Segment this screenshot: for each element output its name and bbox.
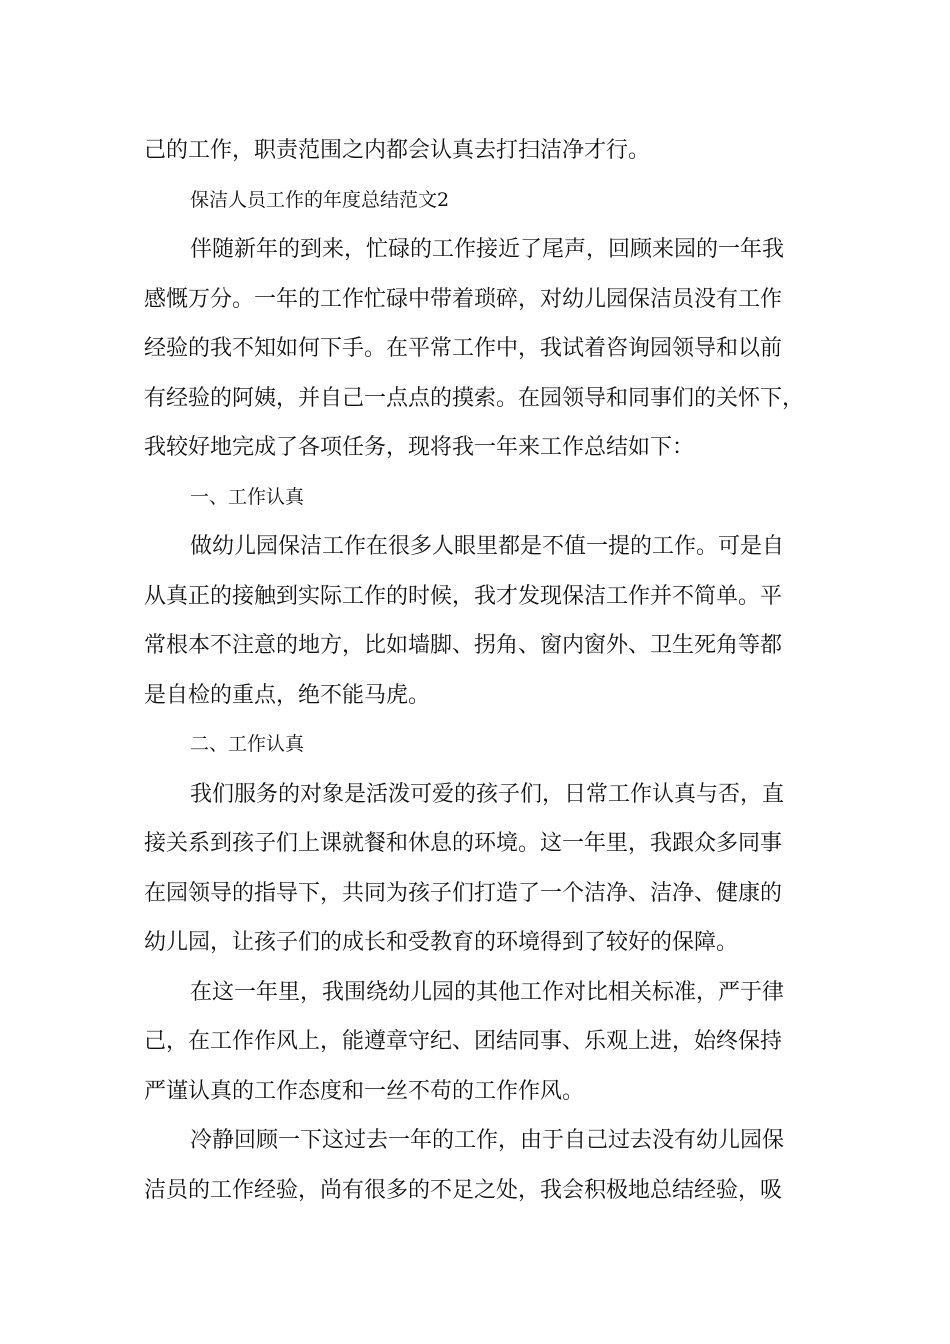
paragraph-line: 在这一年里，我围绕幼儿园的其他工作对比相关标准，严于律 [190,979,785,1005]
document-body [144,126,808,1215]
paragraph-line: 洁员的工作经验，尚有很多的不足之处，我会积极地总结经验，吸 [144,1177,783,1203]
paragraph-line: 严谨认真的工作态度和一丝不苟的工作作风。 [144,1078,585,1104]
paragraph-line: 我较好地完成了各项任务，现将我一年来工作总结如下： [144,435,695,460]
paragraph-line: 感慨万分。一年的工作忙碌中带着琐碎，对幼儿园保洁员没有工作 [144,286,783,312]
section-heading-line: 保洁人员工作的年度总结范文2 [190,188,450,211]
paragraph-line: 在园领导的指导下，共同为孩子们打造了一个洁净、洁净、健康的 [144,880,783,906]
paragraph-line: 常根本不注意的地方，比如墙脚、拐角、窗内窗外、卫生死角等都 [144,633,783,658]
paragraph-line: 从真正的接触到实际工作的时候，我才发现保洁工作并不简单。平 [144,583,783,609]
paragraph-line: 幼儿园，让孩子们的成长和受教育的环境得到了较好的保障。 [144,930,739,955]
paragraph-line: 己，在工作作风上，能遵章守纪、团结同事、乐观上进，始终保持 [144,1029,783,1054]
paragraph-line: 是自检的重点，绝不能马虎。 [144,682,431,708]
paragraph-line: 冷静回顾一下这过去一年的工作，由于自己过去没有幼儿园保 [190,1128,785,1153]
paragraph-line: 经验的我不知如何下手。在平常工作中，我试着咨询园领导和以前 [144,336,783,361]
paragraph-line: 伴随新年的到来，忙碌的工作接近了尾声，回顾来园的一年我 [190,237,785,262]
paragraph-line: 我们服务的对象是活泼可爱的孩子们，日常工作认真与否，直 [190,781,785,807]
paragraph-line: 做幼儿园保洁工作在很多人眼里都是不值一提的工作。可是自 [190,534,785,559]
paragraph-line: 接关系到孩子们上课就餐和休息的环境。这一年里，我跟众多同事 [144,831,783,856]
paragraph-line: 己的工作，职责范围之内都会认真去打扫洁净才行。 [144,138,651,163]
section-heading-line: 一、工作认真 [190,485,305,508]
section-heading-line: 二、工作认真 [190,733,305,755]
paragraph-line: 有经验的阿姨，并自己一点点的摸索。在园领导和同事们的关怀下， [144,385,805,411]
